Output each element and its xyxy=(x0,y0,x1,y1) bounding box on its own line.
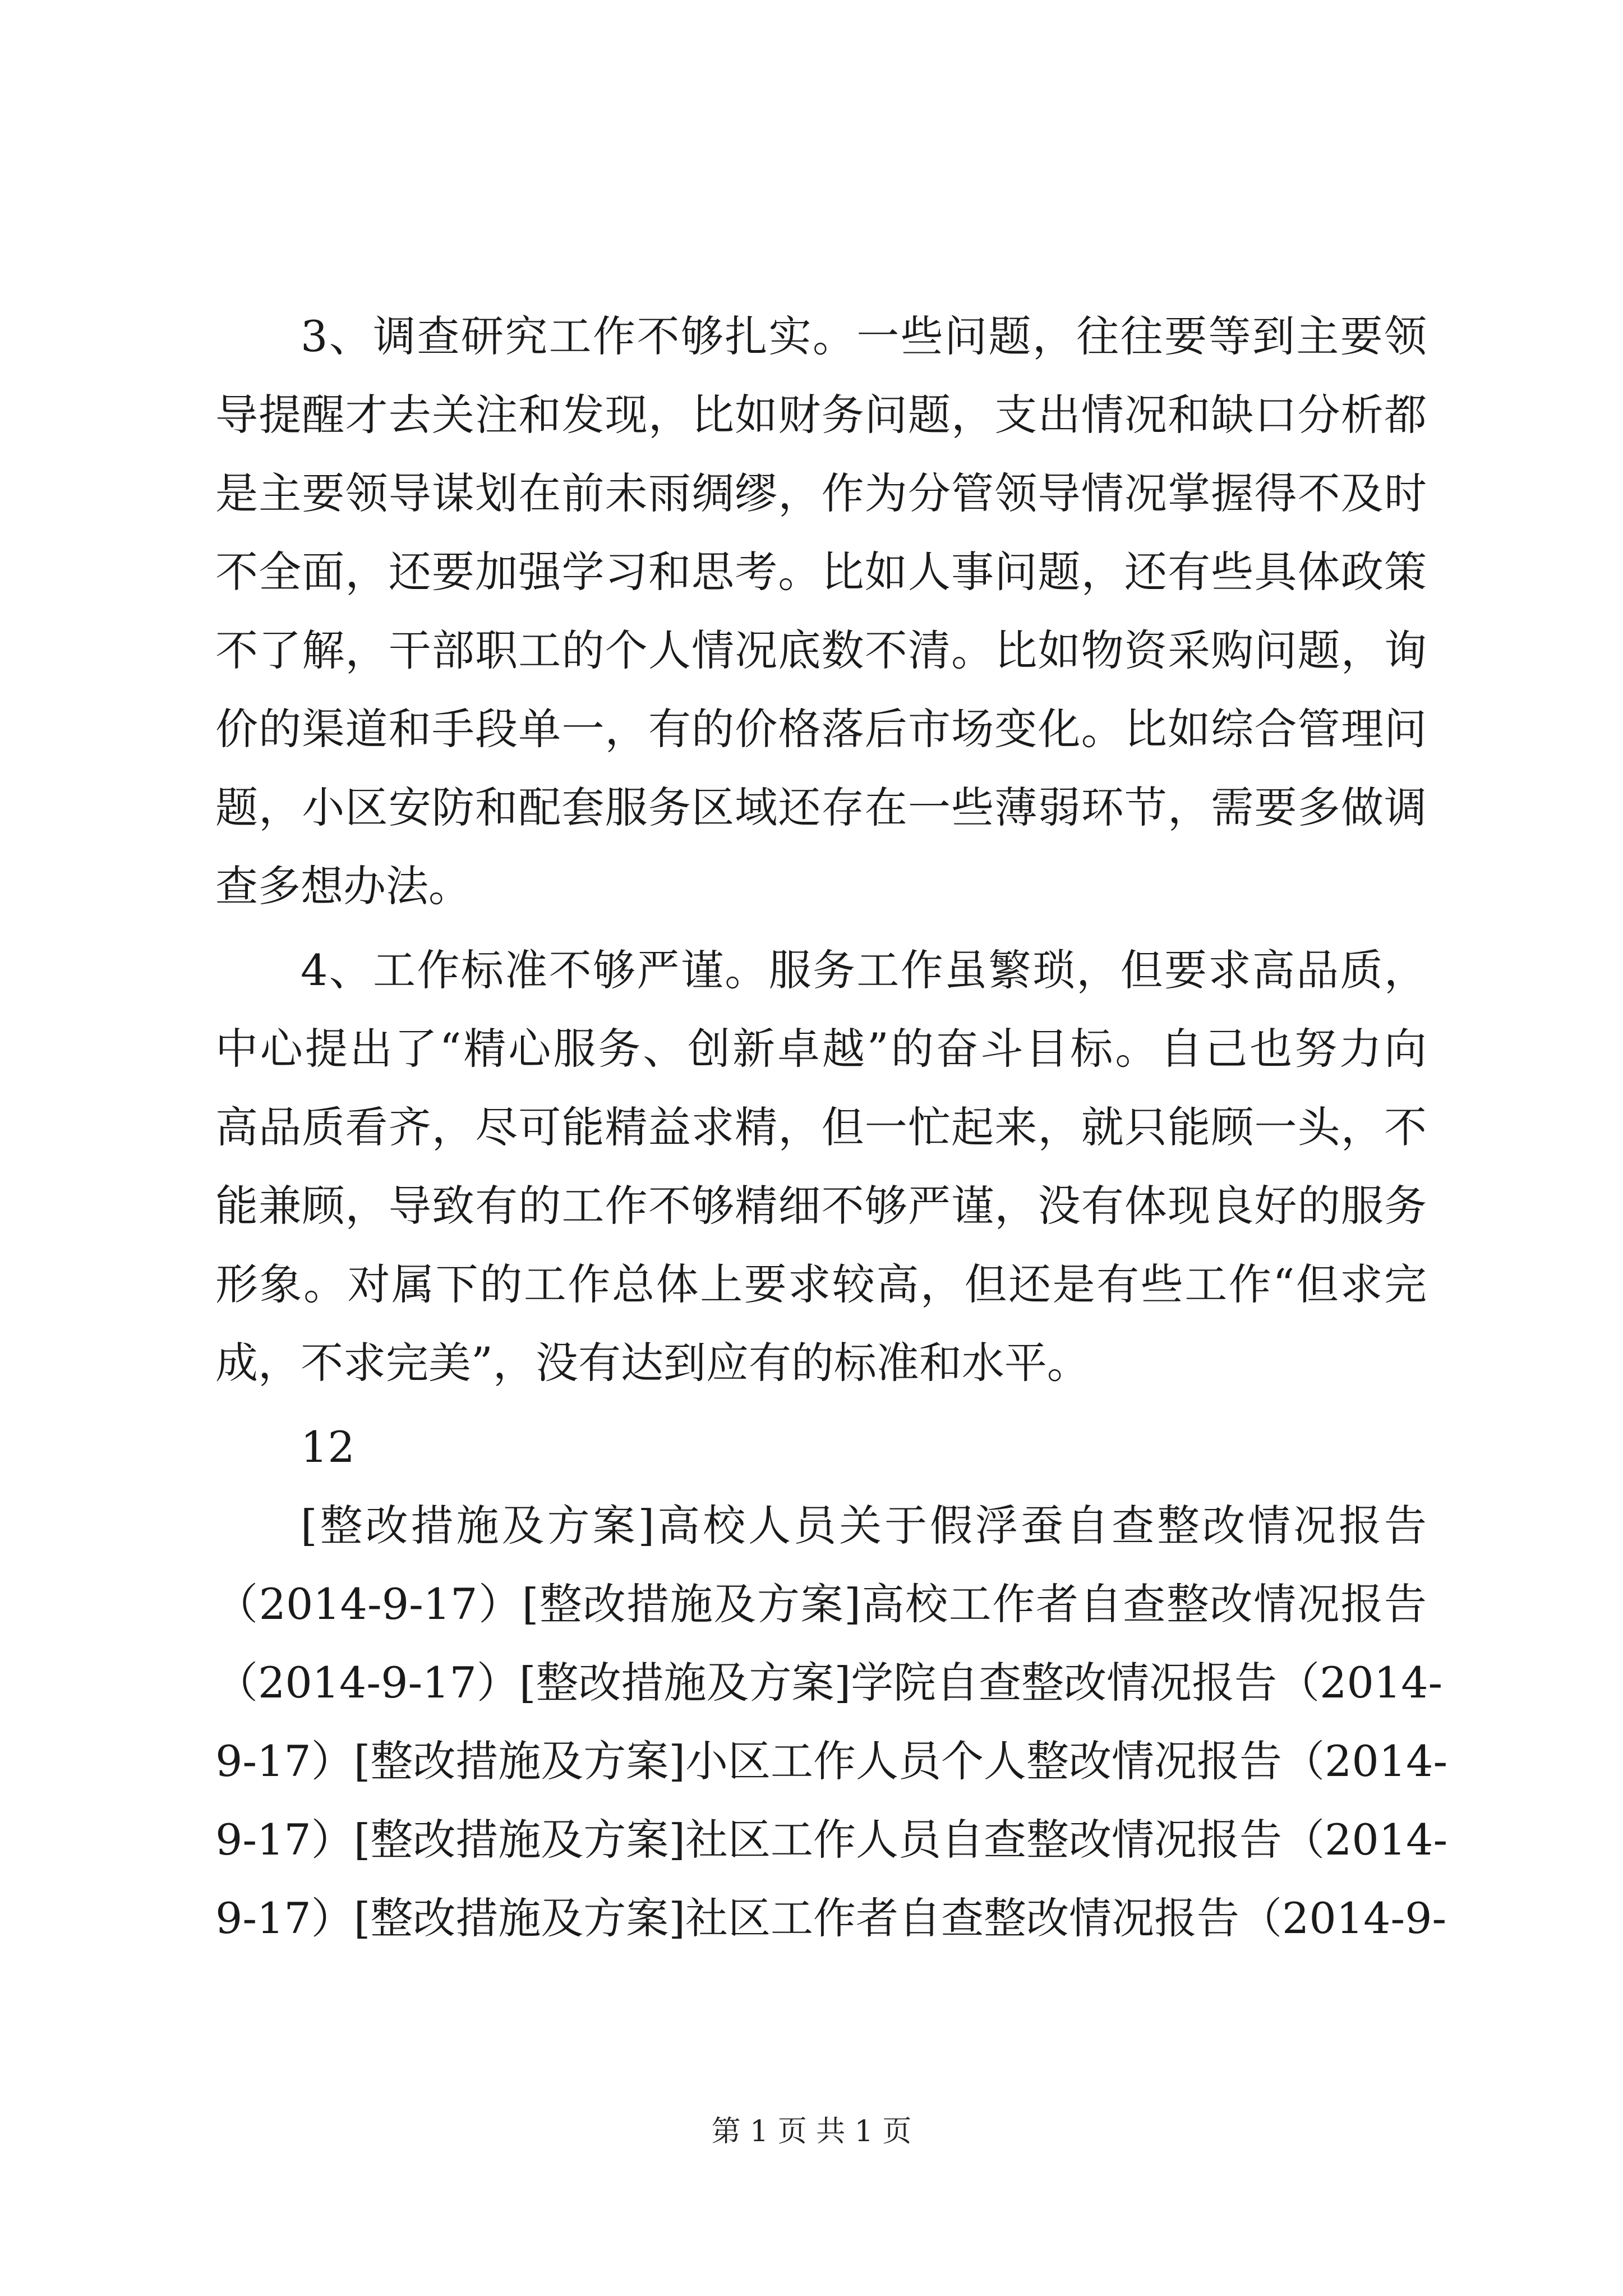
paragraph-line: 成，不求完美”，没有达到应有的标准和水平。 xyxy=(215,1338,1090,1388)
paragraph-line: 高品质看齐，尽可能精益求精，但一忙起来，就只能顾一头，不 xyxy=(215,1102,1427,1152)
paragraph-line: 是主要领导谋划在前未雨绸缪，作为分管领导情况掌握得不及时 xyxy=(215,468,1427,518)
paragraph-line: 不了解，干部职工的个人情况底数不清。比如物资采购问题，询 xyxy=(215,625,1427,675)
paragraph-line: 4、工作标准不够严谨。服务工作虽繁琐，但要求高品质， xyxy=(301,945,1427,995)
page-number-text: 12 xyxy=(301,1422,355,1472)
related-link-line[interactable]: （2014-9-17）[整改措施及方案]高校工作者自查整改情况报告 xyxy=(215,1579,1427,1629)
related-link-line[interactable]: 9-17）[整改措施及方案]小区工作人员个人整改情况报告（2014- xyxy=(215,1736,1448,1786)
related-link-line[interactable]: 9-17）[整改措施及方案]社区工作者自查整改情况报告（2014-9- xyxy=(215,1893,1447,1943)
paragraph-line: 能兼顾，导致有的工作不够精细不够严谨，没有体现良好的服务 xyxy=(215,1181,1427,1231)
page-footer: 第 1 页 共 1 页 xyxy=(711,2115,912,2148)
paragraph-line: 题，小区安防和配套服务区域还存在一些薄弱环节，需要多做调 xyxy=(215,783,1427,832)
paragraph-line: 价的渠道和手段单一，有的价格落后市场变化。比如综合管理问 xyxy=(215,704,1427,754)
related-link-line[interactable]: 9-17）[整改措施及方案]社区工作人员自查整改情况报告（2014- xyxy=(215,1815,1448,1865)
related-link-line[interactable]: （2014-9-17）[整改措施及方案]学院自查整改情况报告（2014- xyxy=(215,1658,1443,1708)
paragraph-line: 查多想办法。 xyxy=(215,861,471,911)
paragraph-line: 中心提出了“精心服务、创新卓越”的奋斗目标。自己也努力向 xyxy=(215,1024,1427,1074)
paragraph-line: 3、调查研究工作不够扎实。一些问题，往往要等到主要领 xyxy=(301,311,1427,361)
paragraph-line: 导提醒才去关注和发现，比如财务问题，支出情况和缺口分析都 xyxy=(215,390,1427,440)
paragraph-line: 形象。对属下的工作总体上要求较高，但还是有些工作“但求完 xyxy=(215,1259,1427,1309)
paragraph-line: 不全面，还要加强学习和思考。比如人事问题，还有些具体政策 xyxy=(215,547,1427,597)
related-link-line[interactable]: [整改措施及方案]高校人员关于假浮蚕自查整改情况报告 xyxy=(301,1501,1427,1550)
